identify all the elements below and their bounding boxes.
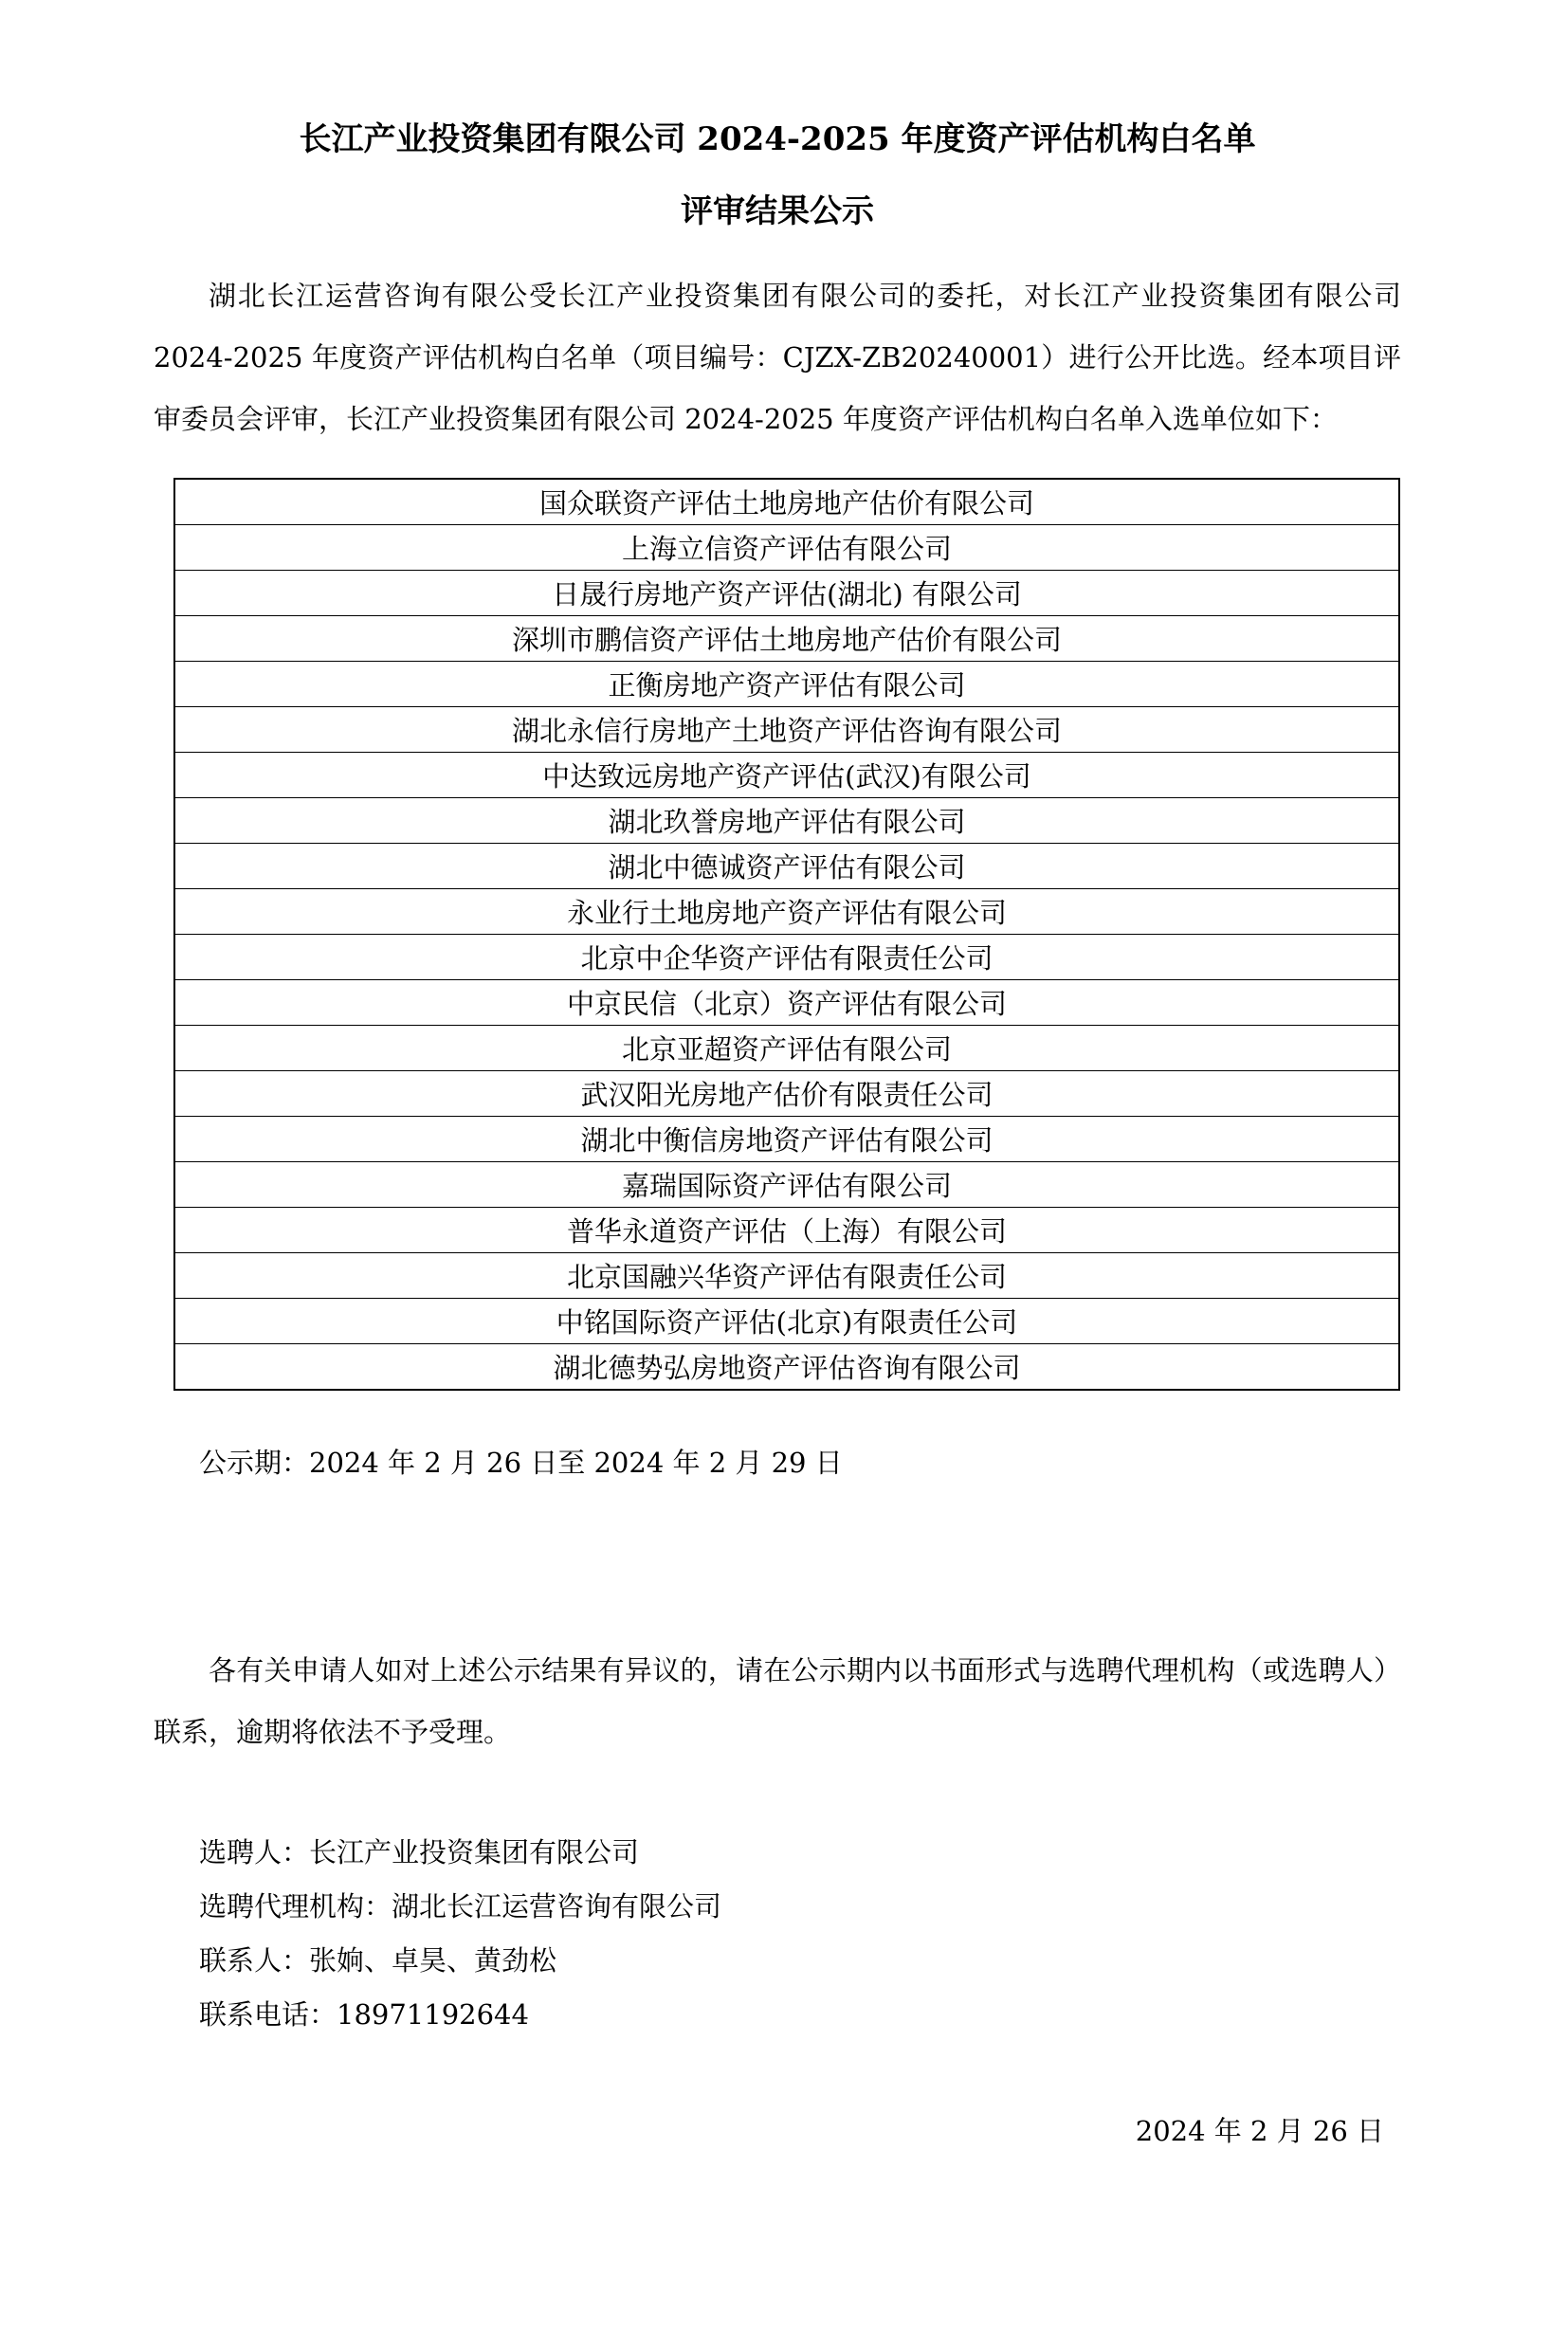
intro-paragraph: 湖北长江运营咨询有限公受长江产业投资集团有限公司的委托，对长江产业投资集团有限公司 2024-2025 年度资产评估机构白名单（项目编号：CJZX-ZB20240001）进行公开比选。经本项目评审委员会评审，长江产业投资集团有限公司 2024-2025 年度资产评估机构白名单入选单位如下：: [154, 280, 1401, 435]
company-name-cell: 深圳市鹏信资产评估土地房地产估价有限公司: [174, 616, 1399, 662]
company-name-cell: 嘉瑞国际资产评估有限公司: [174, 1162, 1399, 1208]
selected-companies-table: [173, 478, 1400, 1391]
company-name-cell: 国众联资产评估土地房地产估价有限公司: [174, 479, 1399, 525]
announcement-document: [0, 116, 1568, 2149]
company-name-cell: 湖北中衡信房地资产评估有限公司: [174, 1117, 1399, 1162]
table-row: [174, 935, 1399, 980]
table-row: [174, 1026, 1399, 1071]
contact-line: 选聘代理机构：湖北长江运营咨询有限公司: [199, 1890, 722, 1923]
company-name-cell: 北京国融兴华资产评估有限责任公司: [174, 1253, 1399, 1299]
company-name-cell: 湖北中德诚资产评估有限公司: [174, 844, 1399, 889]
company-name-cell: 日晟行房地产资产评估(湖北) 有限公司: [174, 571, 1399, 616]
table-row: [174, 1117, 1399, 1162]
contact-block: [154, 1826, 1401, 2042]
selected-companies-rows: [174, 479, 1399, 1390]
table-row: [174, 479, 1399, 525]
contact-line: 选聘人：长江产业投资集团有限公司: [199, 1836, 640, 1868]
company-name-cell: 武汉阳光房地产估价有限责任公司: [174, 1071, 1399, 1117]
table-row: [174, 1299, 1399, 1344]
table-row: [174, 980, 1399, 1026]
company-name-cell: 中京民信（北京）资产评估有限公司: [174, 980, 1399, 1026]
contact-line: 联系人：张姠、卓昊、黄劲松: [199, 1944, 557, 1977]
company-name-cell: 正衡房地产资产评估有限公司: [174, 662, 1399, 707]
company-name-cell: 普华永道资产评估（上海）有限公司: [174, 1208, 1399, 1253]
company-name-cell: 中达致远房地产资产评估(武汉)有限公司: [174, 753, 1399, 798]
table-row: [174, 844, 1399, 889]
table-row: [174, 1253, 1399, 1299]
document-title: [154, 116, 1401, 235]
publicity-period: 公示期：2024 年 2 月 26 日至 2024 年 2 月 29 日: [199, 1447, 843, 1479]
company-name-cell: 永业行土地房地产资产评估有限公司: [174, 889, 1399, 935]
table-row: [174, 616, 1399, 662]
company-name-cell: 中铭国际资产评估(北京)有限责任公司: [174, 1299, 1399, 1344]
company-name-cell: 北京亚超资产评估有限公司: [174, 1026, 1399, 1071]
company-name-cell: 上海立信资产评估有限公司: [174, 525, 1399, 571]
table-row: [174, 1071, 1399, 1117]
table-row: [174, 1162, 1399, 1208]
sign-date: 2024 年 2 月 26 日: [1135, 2115, 1384, 2147]
document-title-line2: 评审结果公示: [681, 192, 874, 230]
table-row: [174, 525, 1399, 571]
table-row: [174, 662, 1399, 707]
table-row: [174, 1344, 1399, 1391]
contact-line: 联系电话：18971192644: [199, 1998, 529, 2031]
table-row: [174, 1208, 1399, 1253]
company-name-cell: 湖北玖誉房地产评估有限公司: [174, 798, 1399, 844]
company-name-cell: 湖北永信行房地产土地资产评估咨询有限公司: [174, 707, 1399, 753]
company-name-cell: 北京中企华资产评估有限责任公司: [174, 935, 1399, 980]
table-row: [174, 753, 1399, 798]
table-row: [174, 707, 1399, 753]
objection-paragraph: 各有关申请人如对上述公示结果有异议的，请在公示期内以书面形式与选聘代理机构（或选聘人）联系，逾期将依法不予受理。: [154, 1654, 1401, 1748]
table-row: [174, 798, 1399, 844]
company-name-cell: 湖北德势弘房地资产评估咨询有限公司: [174, 1344, 1399, 1391]
document-title-line1: 长江产业投资集团有限公司 2024-2025 年度资产评估机构白名单: [299, 120, 1256, 158]
table-row: [174, 889, 1399, 935]
table-row: [174, 571, 1399, 616]
